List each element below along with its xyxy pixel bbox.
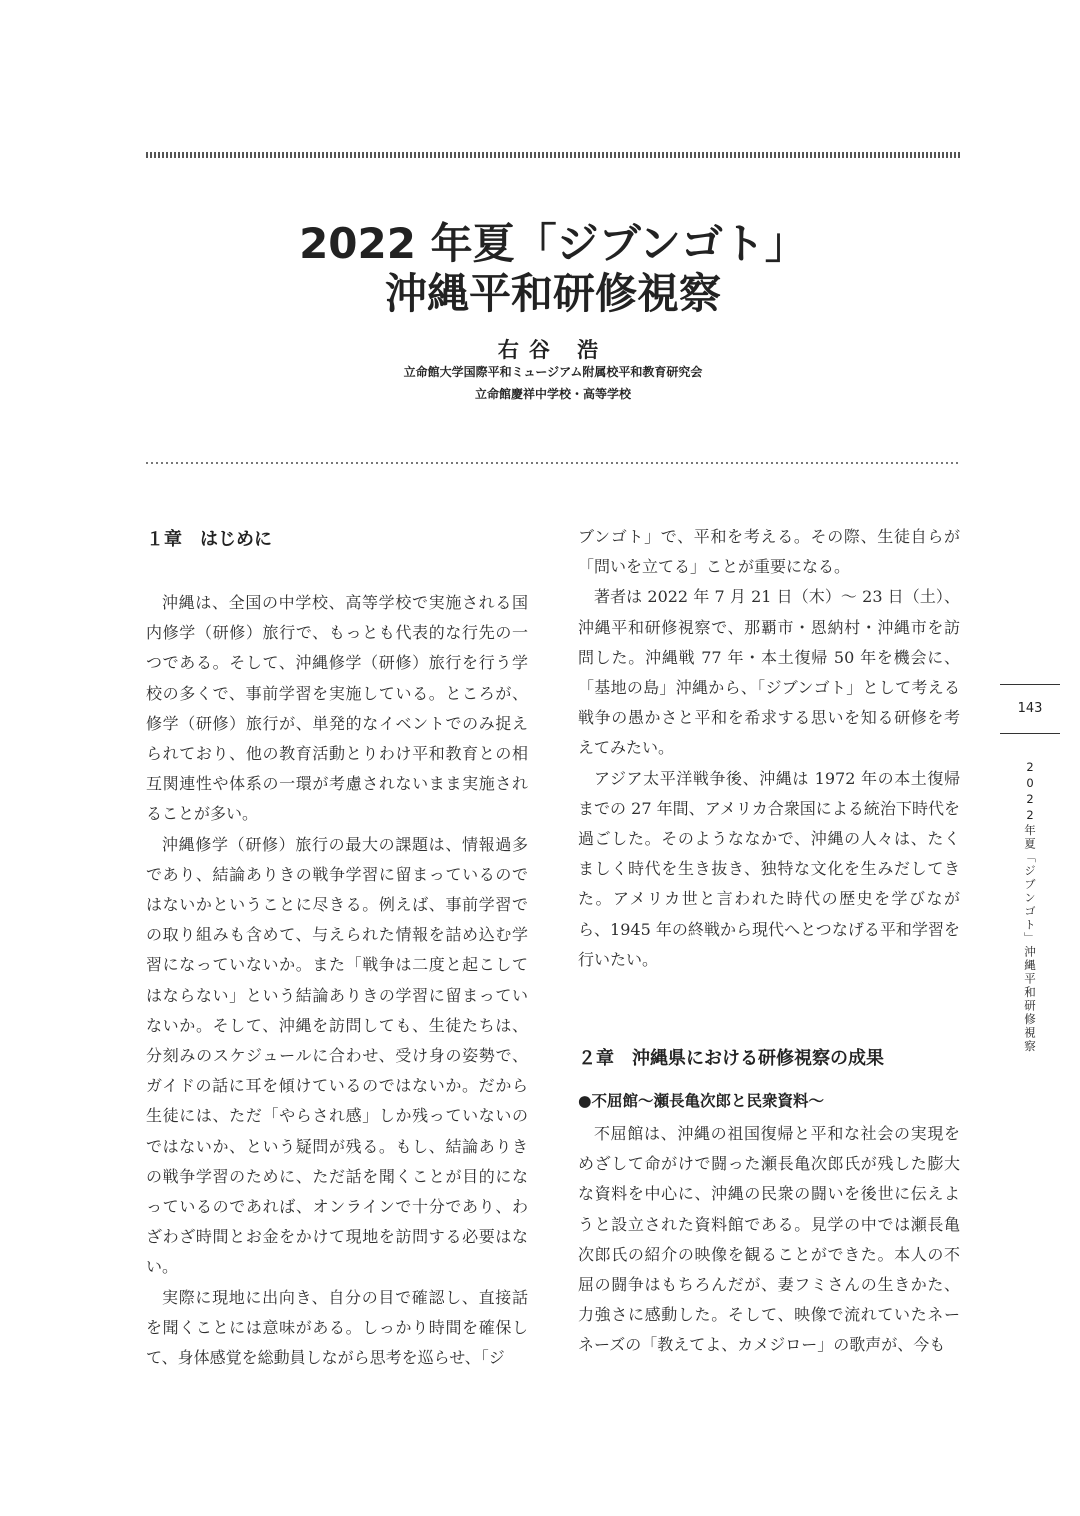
title-line-1: 2022 年夏「ジブンゴト」 [299, 219, 807, 268]
page-number: 143 [1000, 684, 1060, 734]
paragraph: 著者は 2022 年 7 月 21 日（木）〜 23 日（土）、沖縄平和研修視察で、那覇市・恩納村・沖縄市を訪問した。沖縄戦 77 年・本土復帰 50 年を機会に、「基地の島」沖縄から、「ジブンゴト」として考える戦争の愚かさと平和を希求する思いを知る研修を考えてみたい。 [578, 587, 960, 758]
author-name: 右谷 浩 [497, 338, 609, 362]
continued-paragraph: ブンゴト」で、平和を考える。その際、生徒自らが「問いを立てる」ことが重要になる。 [578, 527, 960, 577]
top-dotted-rule [146, 152, 960, 158]
running-title: 2022年夏「ジブンゴト」沖縄平和研修視察 [1023, 760, 1037, 1054]
chapter-2-heading: ２章 沖縄県における研修視察の成果 [578, 1048, 884, 1070]
left-column [146, 522, 528, 1373]
affiliation-2: 立命館慶祥中学校・高等学校 [474, 387, 631, 401]
paragraph: 沖縄は、全国の中学校、高等学校で実施される国内修学（研修）旅行で、もっとも代表的な行先の一つである。そして、沖縄修学（研修）旅行を行う学校の多くで、事前学習を実施している。ところが、修学（研修）旅行が、単発的なイベントでのみ捉えられており、他の教育活動とりわけ平和教育との相互関連性や体系の一環が考慮されないまま実施されることが多い。 [146, 593, 528, 824]
section-spacer [578, 975, 960, 1041]
paragraph: アジア太平洋戦争後、沖縄は 1972 年の本土復帰までの 27 年間、アメリカ合衆国による統治下時代を過ごした。そのようななかで、沖縄の人々は、たくましく時代を生き抜き、独特な文化を生みだしてきた。アメリカ世と言われた時代の歴史を学びながら、1945 年の終戦から現代へとつなげる平和学習を行いたい。 [578, 768, 960, 969]
paragraph: 不屈館は、沖縄の祖国復帰と平和な社会の実現をめざして命がけで闘った瀬長亀次郎氏が残した膨大な資料を中心に、沖縄の民衆の闘いを後世に伝えようと設立された資料館である。見学の中では瀬長亀次郎氏の紹介の映像を観ることができた。本人の不屈の闘争はもちろんだが、妻フミさんの生きかた、力強さに感動した。そして、映像で流れていたネーネーズの「教えてよ、カメジロー」の歌声が、今も [578, 1124, 960, 1355]
affiliation-1: 立命館大学国際平和ミュージアム附属校平和教育研究会 [403, 365, 703, 379]
fukutsukan-subheading: ●不屈館〜瀬長亀次郎と民衆資料〜 [578, 1092, 825, 1111]
title-line-2: 沖縄平和研修視察 [384, 269, 721, 318]
chapter-1-heading: １章 はじめに [146, 529, 272, 550]
right-column [578, 522, 960, 1361]
paragraph: 実際に現地に出向き、自分の目で確認し、直接話を聞くことには意味がある。しっかり時間を確保して、身体感覚を総動員しながら思考を巡らせ、「ジ [146, 1287, 528, 1368]
paragraph: 沖縄修学（研修）旅行の最大の課題は、情報過多であり、結論ありきの戦争学習に留まっているのではないかということに尽きる。例えば、事前学習での取り組みも含めて、与えられた情報を詰め込む学習になっていないか。また「戦争は二度と起こしてはならない」という結論ありきの学習に留まっていないか。そして、沖縄を訪問しても、生徒たちは、分刻みのスケジュールに合わせ、受け身の姿勢で、ガイドの話に耳を傾けているのではないか。だから生徒には、ただ「やらされ感」しか残っていないのではないか、という疑問が残る。もし、結論ありきの戦争学習のために、ただ話を聞くことが目的になっているのであれば、オンラインで十分であり、わざわざ時間とお金をかけて現地を訪問する必要はない。 [146, 834, 528, 1277]
heading-spacer [146, 558, 528, 588]
divider-dotted-rule [146, 462, 960, 464]
